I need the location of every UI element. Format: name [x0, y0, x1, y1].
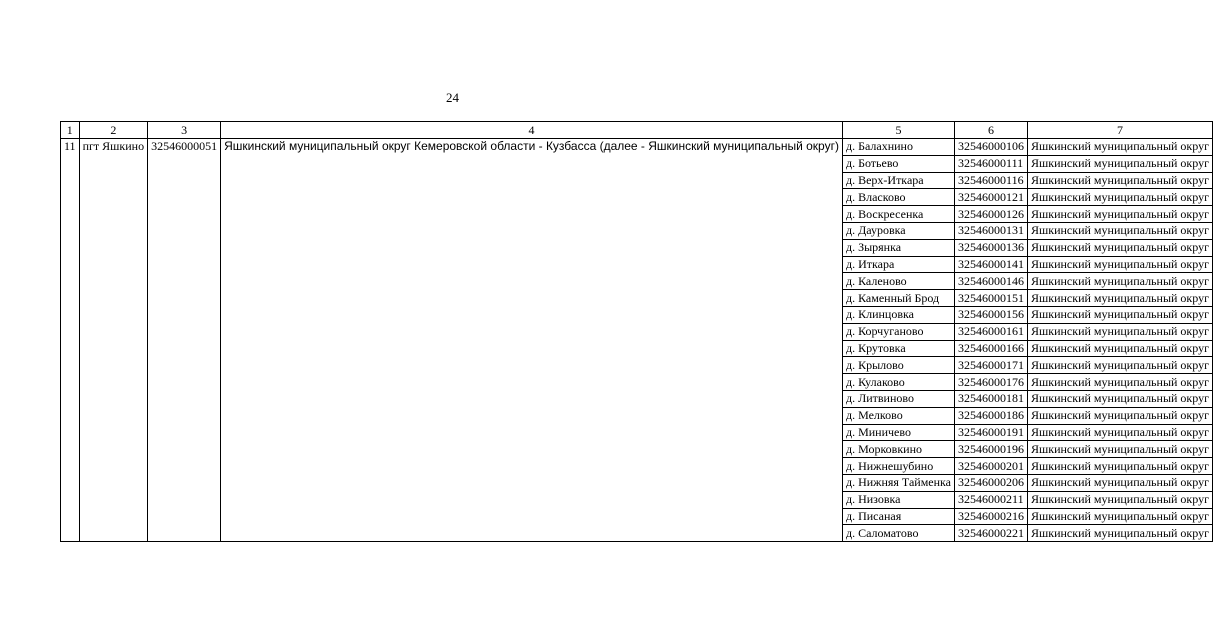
village-name-cell: д. Саломатово	[842, 525, 954, 542]
okrug-cell: Яшкинский муниципальный округ	[1028, 374, 1213, 391]
row-number-cell: 11	[61, 139, 80, 542]
village-code-cell: 32546000201	[955, 458, 1028, 475]
village-code-cell: 32546000191	[955, 424, 1028, 441]
village-name-cell: д. Ботьево	[842, 155, 954, 172]
village-name-cell: д. Балахнино	[842, 139, 954, 156]
okrug-cell: Яшкинский муниципальный округ	[1028, 424, 1213, 441]
village-name-cell: д. Мелково	[842, 407, 954, 424]
okrug-cell: Яшкинский муниципальный округ	[1028, 441, 1213, 458]
page-number: 24	[446, 90, 459, 105]
village-code-cell: 32546000181	[955, 390, 1028, 407]
okrug-cell: Яшкинский муниципальный округ	[1028, 390, 1213, 407]
village-code-cell: 32546000156	[955, 306, 1028, 323]
header-cell: 2	[79, 122, 148, 139]
okrug-cell: Яшкинский муниципальный округ	[1028, 172, 1213, 189]
okrug-cell: Яшкинский муниципальный округ	[1028, 206, 1213, 223]
village-name-cell: д. Низовка	[842, 491, 954, 508]
village-code-cell: 32546000186	[955, 407, 1028, 424]
header-row	[61, 122, 1213, 139]
village-name-cell: д. Корчуганово	[842, 323, 954, 340]
village-code-cell: 32546000111	[955, 155, 1028, 172]
village-name-cell: д. Нижняя Тайменка	[842, 474, 954, 491]
village-code-cell: 32546000171	[955, 357, 1028, 374]
village-name-cell: д. Воскресенка	[842, 206, 954, 223]
okrug-cell: Яшкинский муниципальный округ	[1028, 222, 1213, 239]
header-cell: 6	[955, 122, 1028, 139]
village-code-cell: 32546000136	[955, 239, 1028, 256]
village-name-cell: д. Литвиново	[842, 390, 954, 407]
okrug-cell: Яшкинский муниципальный округ	[1028, 139, 1213, 156]
village-name-cell: д. Морковкино	[842, 441, 954, 458]
village-name-cell: д. Зырянка	[842, 239, 954, 256]
header-cell: 7	[1028, 122, 1213, 139]
okrug-cell: Яшкинский муниципальный округ	[1028, 474, 1213, 491]
settlements-table	[60, 121, 1213, 542]
village-code-cell: 32546000141	[955, 256, 1028, 273]
village-code-cell: 32546000166	[955, 340, 1028, 357]
village-code-cell: 32546000131	[955, 222, 1028, 239]
village-code-cell: 32546000196	[955, 441, 1028, 458]
village-code-cell: 32546000126	[955, 206, 1028, 223]
village-code-cell: 32546000211	[955, 491, 1028, 508]
village-code-cell: 32546000146	[955, 273, 1028, 290]
village-name-cell: д. Крутовка	[842, 340, 954, 357]
okrug-cell: Яшкинский муниципальный округ	[1028, 239, 1213, 256]
okrug-cell: Яшкинский муниципальный округ	[1028, 525, 1213, 542]
village-name-cell: д. Нижнешубино	[842, 458, 954, 475]
village-name-cell: д. Верх-Иткара	[842, 172, 954, 189]
village-name-cell: д. Миничево	[842, 424, 954, 441]
okrug-cell: Яшкинский муниципальный округ	[1028, 155, 1213, 172]
village-code-cell: 32546000221	[955, 525, 1028, 542]
village-name-cell: д. Кулаково	[842, 374, 954, 391]
district-cell: Яшкинский муниципальный округ Кемеровской области - Кузбасса (далее - Яшкинский муниципальный округ)	[221, 139, 843, 542]
village-code-cell: 32546000161	[955, 323, 1028, 340]
header-cell: 4	[221, 122, 843, 139]
header-cell: 3	[148, 122, 221, 139]
okrug-cell: Яшкинский муниципальный округ	[1028, 273, 1213, 290]
okrug-cell: Яшкинский муниципальный округ	[1028, 189, 1213, 206]
village-code-cell: 32546000151	[955, 290, 1028, 307]
table-body	[61, 122, 1213, 542]
okrug-cell: Яшкинский муниципальный округ	[1028, 491, 1213, 508]
village-code-cell: 32546000106	[955, 139, 1028, 156]
okrug-cell: Яшкинский муниципальный округ	[1028, 508, 1213, 525]
village-name-cell: д. Дауровка	[842, 222, 954, 239]
settlement-cell: пгт Яшкино	[79, 139, 148, 542]
village-code-cell: 32546000116	[955, 172, 1028, 189]
okrug-cell: Яшкинский муниципальный округ	[1028, 340, 1213, 357]
header-cell: 5	[842, 122, 954, 139]
village-name-cell: д. Иткара	[842, 256, 954, 273]
village-name-cell: д. Писаная	[842, 508, 954, 525]
table-row	[61, 139, 1213, 156]
header-cell: 1	[61, 122, 80, 139]
village-code-cell: 32546000216	[955, 508, 1028, 525]
okrug-cell: Яшкинский муниципальный округ	[1028, 407, 1213, 424]
village-name-cell: д. Власково	[842, 189, 954, 206]
okrug-cell: Яшкинский муниципальный округ	[1028, 290, 1213, 307]
okrug-cell: Яшкинский муниципальный округ	[1028, 256, 1213, 273]
okrug-cell: Яшкинский муниципальный округ	[1028, 306, 1213, 323]
village-code-cell: 32546000206	[955, 474, 1028, 491]
village-code-cell: 32546000121	[955, 189, 1028, 206]
village-name-cell: д. Каменный Брод	[842, 290, 954, 307]
village-code-cell: 32546000176	[955, 374, 1028, 391]
village-name-cell: д. Каленово	[842, 273, 954, 290]
okrug-cell: Яшкинский муниципальный округ	[1028, 323, 1213, 340]
village-name-cell: д. Клинцовка	[842, 306, 954, 323]
okrug-cell: Яшкинский муниципальный округ	[1028, 357, 1213, 374]
settlement-code-cell: 32546000051	[148, 139, 221, 542]
okrug-cell: Яшкинский муниципальный округ	[1028, 458, 1213, 475]
village-name-cell: д. Крылово	[842, 357, 954, 374]
